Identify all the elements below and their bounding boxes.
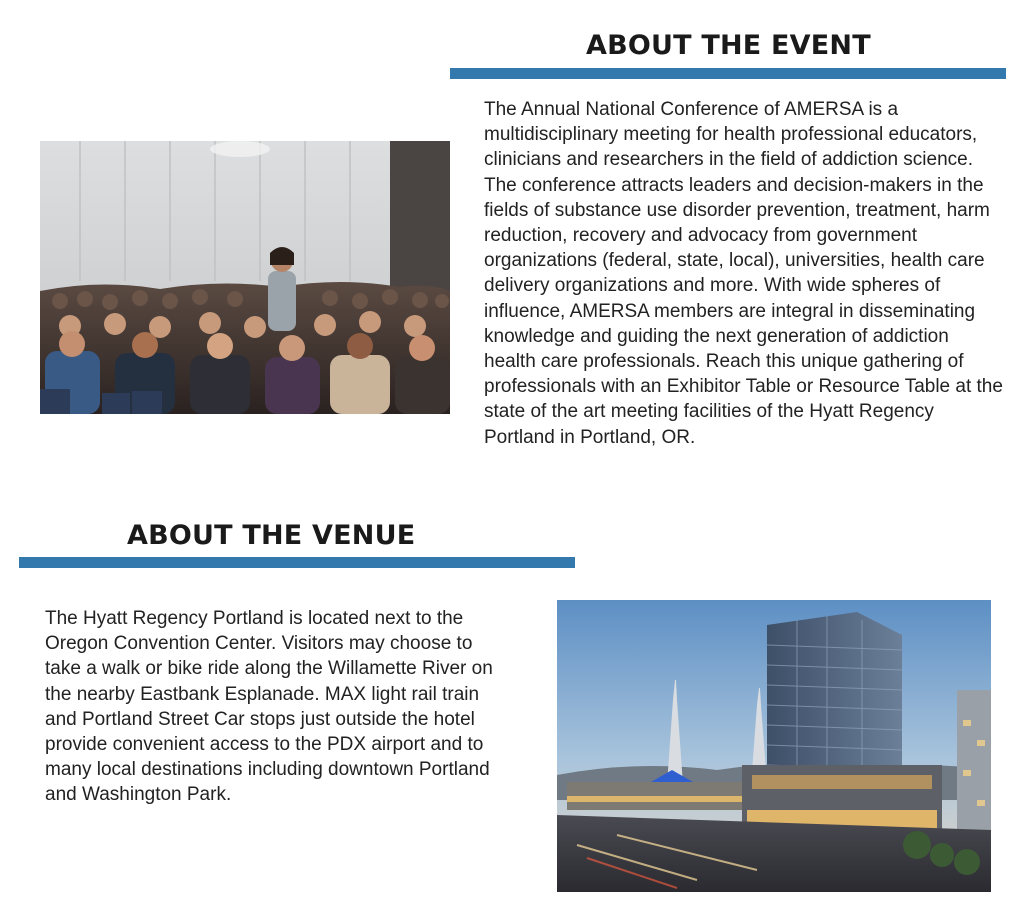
event-heading-underline xyxy=(450,68,1006,79)
venue-section-heading: ABOUT THE VENUE xyxy=(127,520,416,551)
hyatt-regency-hotel-photo xyxy=(557,600,991,892)
venue-description: The Hyatt Regency Portland is located next to the Oregon Convention Center. Visitors may choose to take a walk or bike ride along the Willamette River on the nearby Eastbank Esplanade. MAX light rail train and Portland Street Car stops just outside the hotel provide convenient access to the PDX airport and to many local destinations including downtown Portland and Washington Park. xyxy=(45,608,493,806)
event-description: The Annual National Conference of AMERSA is a multidisciplinary meeting for health professional educators, clinicians and researchers in the field of addiction science. The conference attracts leaders and decision-makers in the fields of substance use disorder prevention, treatment, harm reduction, recovery and advocacy from government organizations (federal, state, local), universities, health care delivery organizations and more. With wide spheres of influence, AMERSA members are integral in disseminating knowledge and guiding the next generation of addiction health care professionals. Reach this unique gathering of professionals with an Exhibitor Table or Resource Table at the state of the art meeting facilities of the Hyatt Regency Portland in Portland, OR. xyxy=(484,99,1003,448)
venue-heading-underline xyxy=(19,557,575,568)
event-section-heading: ABOUT THE EVENT xyxy=(586,30,871,61)
conference-audience-photo xyxy=(40,141,450,414)
